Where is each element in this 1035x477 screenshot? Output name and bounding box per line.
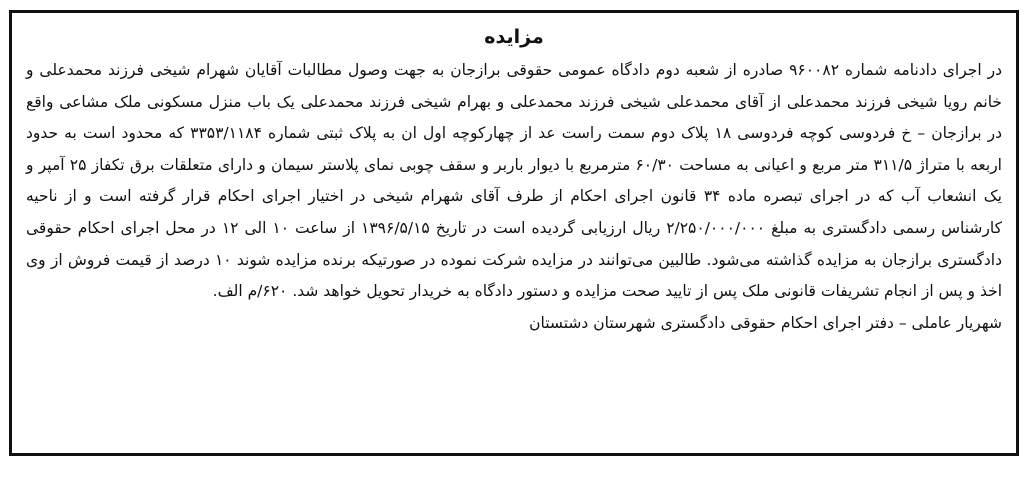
notice-body: در اجرای دادنامه شماره ۹۶۰۰۸۲ صادره از شعبه دوم دادگاه عمومی حقوقی برازجان به جهت وصول مطالبات آقایان شهرام شیخی فرزند محمدعلی و خانم رویا شیخی فرزند محمدعلی از آقای محمدعلی شیخی فرزند محمدعلی و بهرام شیخی فرزند محمدعلی یک باب منزل مسکونی ملک مشاعی واقع در برازجان – خ فردوسی کوچه فردوسی ۱۸ پلاک دوم سمت راست عد از چهارکوچه اول ان به پلاک ثبتی شماره ۳۳۵۳/۱۱۸۴ که محدود است به حدود اربعه با متراژ ۳۱۱/۵ متر مربع و اعیانی به مساحت ۶۰/۳۰ مترمربع با دیوار باربر و سقف چوبی نمای پلاستر سیمان و دارای متعلقات برق تکفاز ۲۵ آمپر و یک انشعاب آب که در اجرای تبصره ماده ۳۴ قانون اجرای احکام از طرف آقای شهرام شیخی در اختیار اجرای احکام قرار گرفته است و از ناحیه کارشناس رسمی دادگستری به مبلغ ۲/۲۵۰/۰۰۰/۰۰۰ ریال ارزیابی گردیده است در تاریخ ۱۳۹۶/۵/۱۵ از ساعت ۱۰ الی ۱۲ در محل اجرای احکام حقوقی دادگستری برازجان به مزایده گذاشته می‌شود. طالبین می‌توانند در مزایده شرکت نموده در صورتیکه برنده مزایده شوند ۱۰ درصد از قیمت فروش از وی اخذ و پس از انجام تشریفات قانونی ملک پس از تایید صحت مزایده و دستور دادگاه به خریدار تحویل خواهد شد. ۶۲۰/م الف.: [26, 61, 1002, 301]
notice-frame: [9, 10, 1019, 456]
notice-signature: شهریار عاملی – دفتر اجرای احکام حقوقی دادگستری شهرستان دشتستان: [529, 313, 1002, 332]
notice-title: مزایده: [484, 26, 544, 48]
